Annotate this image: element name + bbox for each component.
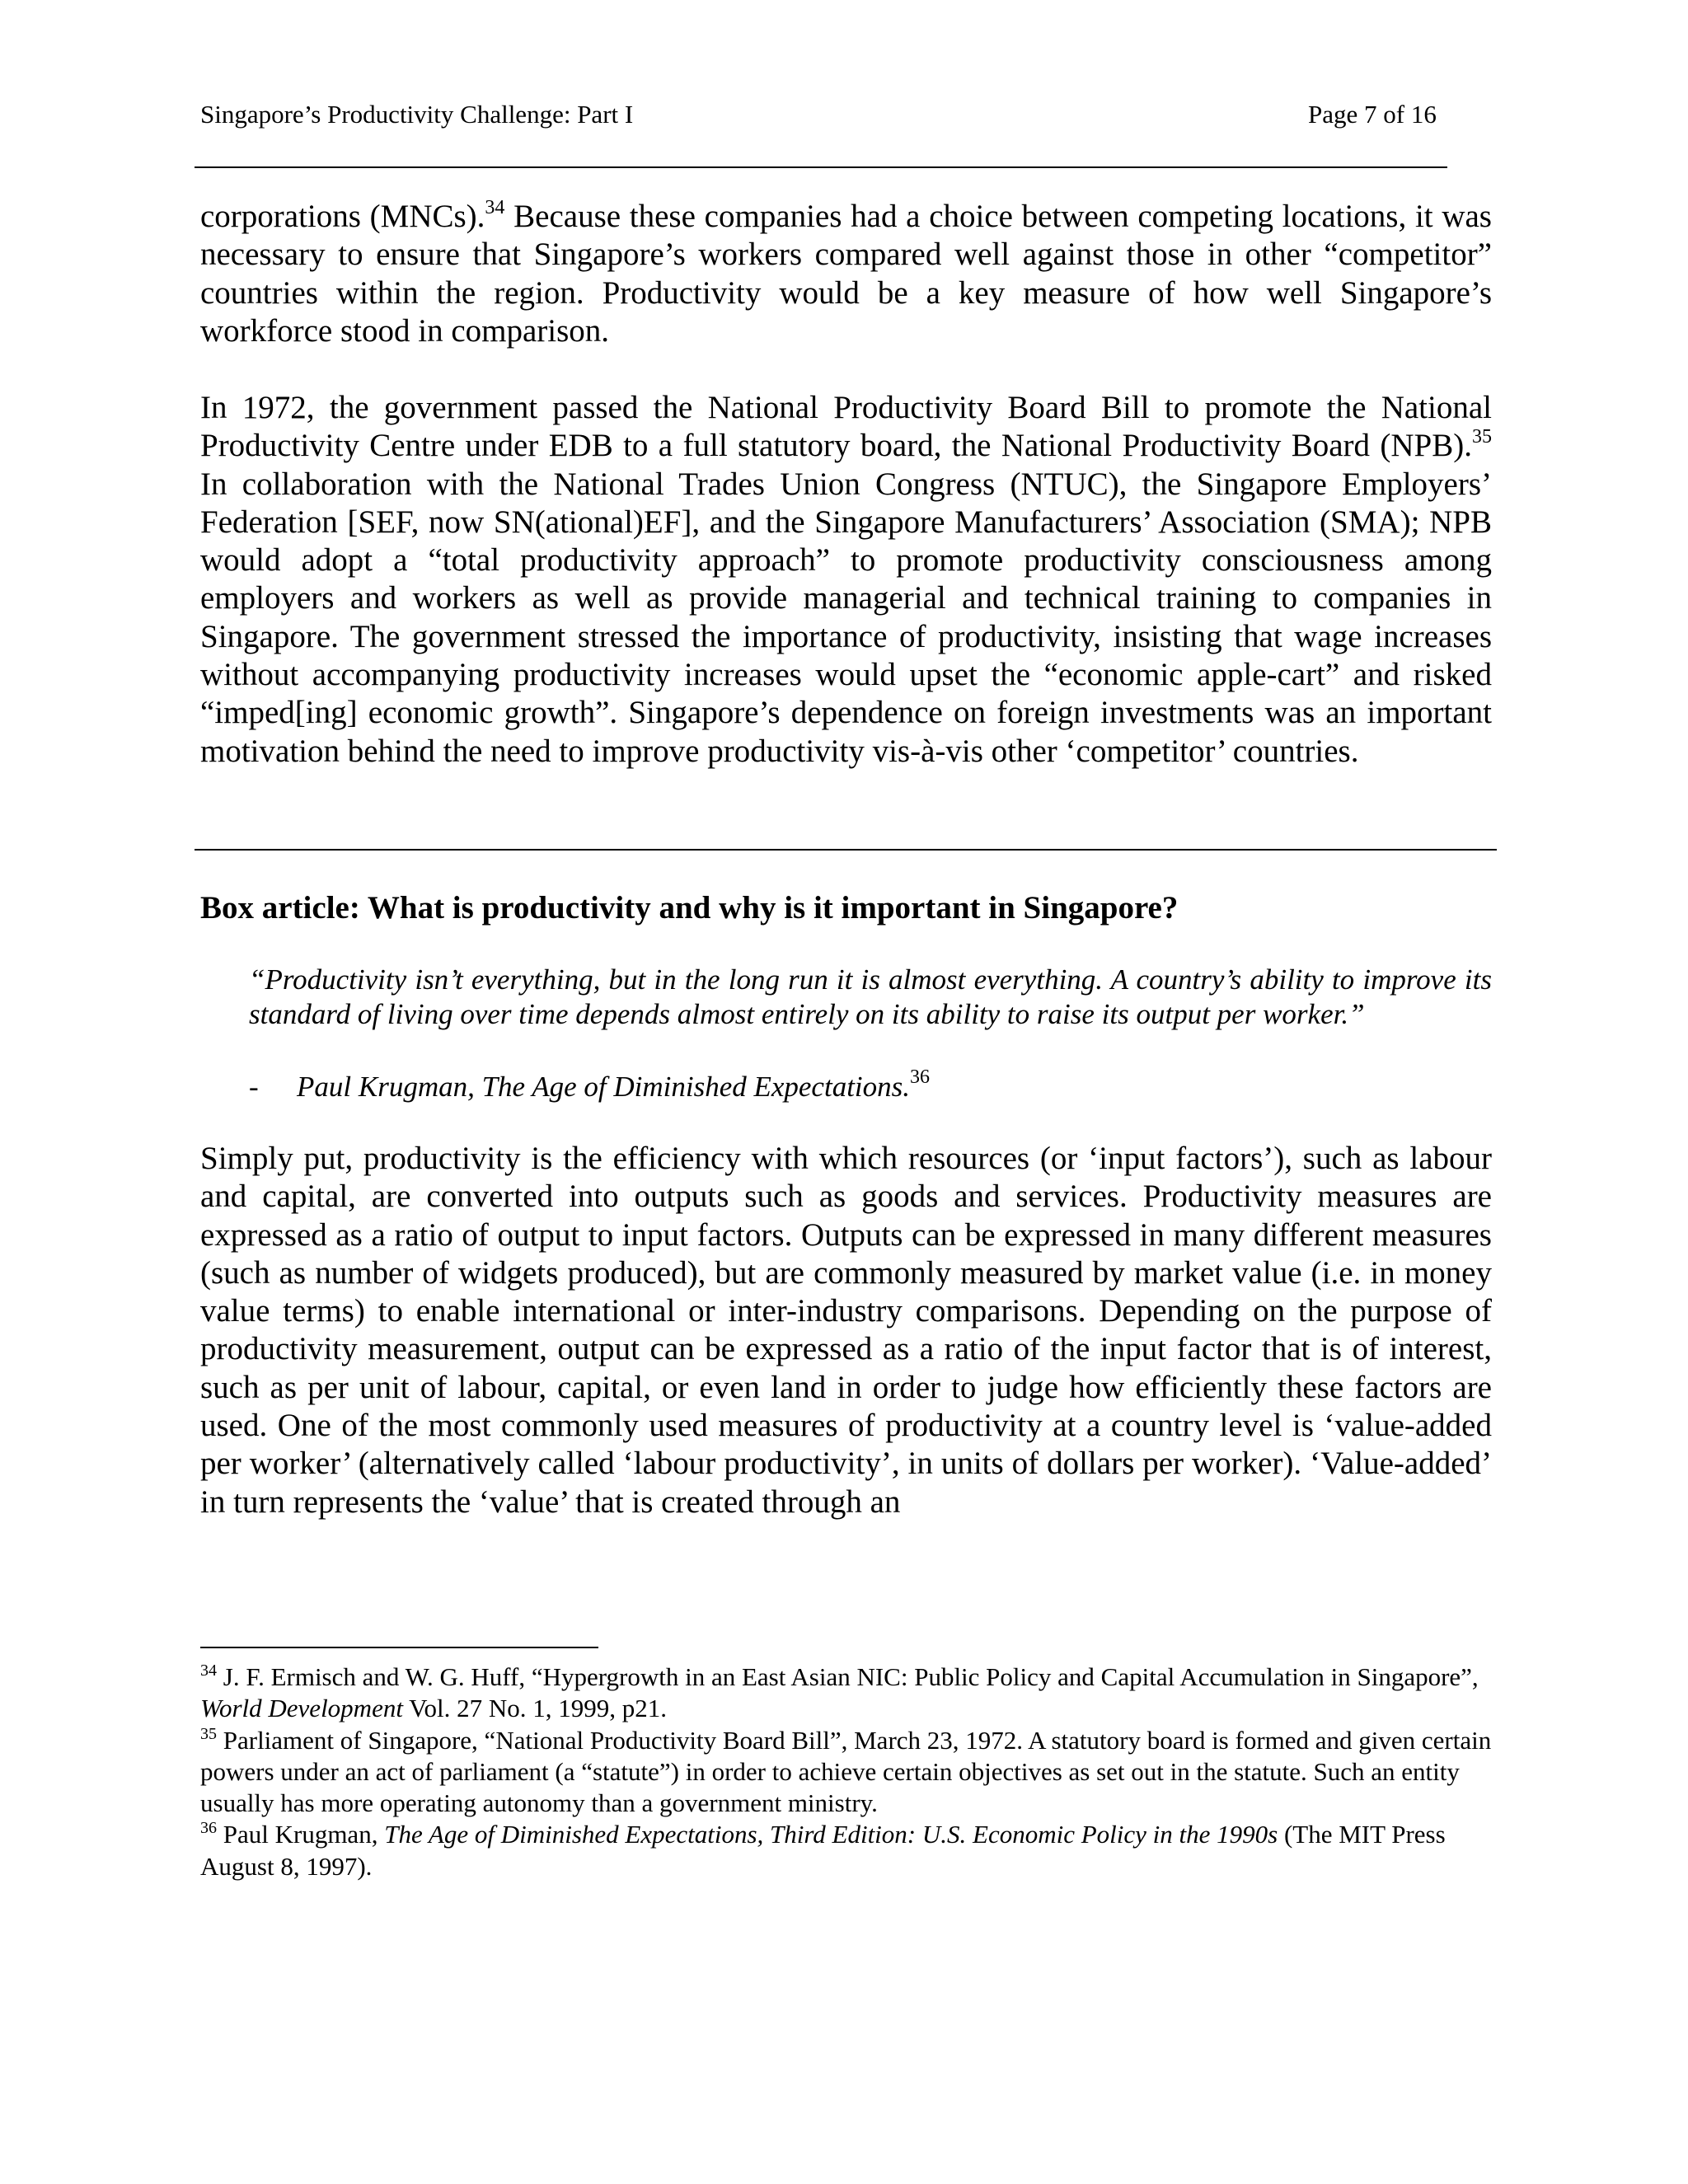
box-article-divider <box>195 849 1497 851</box>
footnote-ref-34[interactable]: 34 <box>485 197 505 218</box>
footnote-separator <box>200 1647 598 1648</box>
header-divider <box>195 166 1447 168</box>
footnote-italic: The Age of Diminished Expectations, Third Edition: U.S. Economic Policy in the 1990s <box>384 1820 1278 1849</box>
paragraph-text: In collaboration with the National Trades Union Congress (NTUC), the Singapore Employers’ Federation [SEF, now SN(ational)EF], and the Singapore Manufacturers’ Association (SMA); NPB would adopt a “total productivity approach” to promote productivity consciousness among employers and workers as well as provide managerial and technical training to companies in Singapore. The government stressed the importance of productivity, insisting that wage increases without accompanying productivity increases would upset the “economic apple-cart” and risked “imped[ing] economic growth”. Singapore’s dependence on foreign investments was an important motivation behind the need to improve productivity vis-à-vis other ‘competitor’ countries. <box>200 466 1492 769</box>
running-header-title: Singapore’s Productivity Challenge: Part I <box>200 100 634 129</box>
attribution-text: Paul Krugman, The Age of Diminished Expectations. <box>297 1071 911 1103</box>
body-paragraph-2 <box>200 389 1492 771</box>
footnote-ref-36[interactable]: 36 <box>910 1066 931 1088</box>
footnotes <box>200 1661 1492 1882</box>
footnote-text: Parliament of Singapore, “National Productivity Board Bill”, March 23, 1972. A statutory board is formed and given certain powers under an act of parliament (a “statute”) in order to achieve certain objectives as set out in the statute. Such an entity usually has more operating autonomy than a government ministry. <box>200 1725 1492 1818</box>
footnote-text: J. F. Ermisch and W. G. Huff, “Hypergrowth in an East Asian NIC: Public Policy and Capital Accumulation in Singapore”, <box>217 1662 1479 1691</box>
footnote-text: Vol. 27 No. 1, 1999, p21. <box>402 1694 668 1723</box>
box-article-paragraph: Simply put, productivity is the efficiency with which resources (or ‘input factors’), such as labour and capital, are converted into outputs such as goods and services. Productivity measures are expressed as a ratio of output to input factors. Outputs can be expressed in many different measures (such as number of widgets produced), but are commonly measured by market value (i.e. in money value terms) to enable international or inter-industry comparisons. Depending on the purpose of productivity measurement, output can be expressed as a ratio of the input factor that is of interest, such as per unit of labour, capital, or even land in order to judge how efficiently these factors are used. One of the most commonly used measures of productivity at a country level is ‘value-added per worker’ (alternatively called ‘labour productivity’, in units of dollars per worker). ‘Value-added’ in turn represents the ‘value’ that is created through an <box>200 1141 1492 1520</box>
footnote-number: 35 <box>200 1724 217 1743</box>
paragraph-text: In 1972, the government passed the National Productivity Board Bill to promote the National Productivity Centre under EDB to a full statutory board, the National Productivity Board (NPB). <box>200 390 1492 464</box>
body-paragraph-1 <box>200 198 1492 350</box>
quote-attribution <box>249 1066 931 1104</box>
paragraph-text: corporations (MNCs). <box>200 199 485 234</box>
footnote-36 <box>200 1819 1492 1882</box>
paragraph-text: Because these companies had a choice between competing locations, it was necessary to ensure that Singapore’s workers compared well against those in other “competitor” countries within the region. Productivity would be a key measure of how well Singapore’s workforce stood in comparison. <box>200 199 1492 349</box>
footnote-text: Paul Krugman, <box>217 1820 385 1849</box>
footnote-ref-35[interactable]: 35 <box>1472 426 1492 448</box>
footnote-text: (The MIT Press August 8, 1997). <box>200 1820 1446 1881</box>
footnote-35 <box>200 1725 1492 1820</box>
footnote-34 <box>200 1661 1492 1725</box>
footnote-italic: World Development <box>200 1694 403 1723</box>
attribution-dash: - <box>249 1071 259 1103</box>
page-number: Page 7 of 16 <box>1308 100 1437 129</box>
footnote-number: 34 <box>200 1661 217 1680</box>
footnote-number: 36 <box>200 1819 217 1838</box>
epigraph-quote: “Productivity isn’t everything, but in the long run it is almost everything. A country’s ability to improve its standard of living over time depends almost entirely on its ability to raise its output per worker.” <box>249 963 1492 1030</box>
box-article-title: Box article: What is productivity and why is it important in Singapore? <box>200 890 1179 926</box>
